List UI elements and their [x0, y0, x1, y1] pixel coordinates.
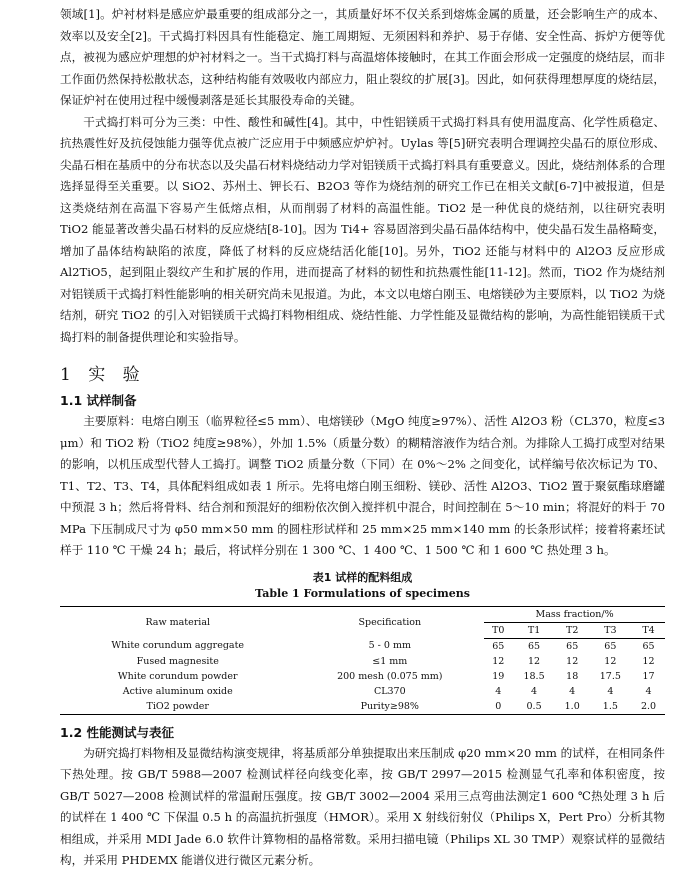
cell-spec: Purity≥98%: [295, 699, 484, 715]
paragraph-sample-preparation: 主要原料：电熔白刚玉（临界粒径≤5 mm）、电熔镁砂（MgO 纯度≥97%）、活性 Al2O3 粉（CL370，粒度≤3 μm）和 TiO2 粉（TiO2 纯度≥98%），外加 1.5%（质量分数）的糊精溶液作为结合剂。为排除人工捣打成型对结果的影响，以机压成型代替人工捣打。调整 TiO2 质量分数（下同）在 0%～2% 之间变化，试样编号依次标记为 T0、T1、T2、T3、T4，具体配料组成如表 1 所示。先将电熔白刚玉细粉、镁砂、活性 Al2O3、TiO2 置于聚氨酯球磨罐中预混 3 h；然后将骨料、结合剂和预混好的细粉依次倒入搅拌机中混合，时间控制在 5～10 min；将混好的料于 70 MPa 下压制成尺寸为 φ50 mm×50 mm 的圆柱形试样和 25 mm×25 mm×140 mm 的长条形试样；接着将素坯试样于 110 ℃ 干燥 24 h；最后，将试样分别在 1 300 ℃、1 400 ℃、1 500 ℃ 和 1 600 ℃ 热处理 3 h。: [60, 414, 665, 557]
header-mass-fraction: Mass fraction/%: [484, 606, 665, 622]
header-sample: T1: [512, 622, 555, 638]
cell-value: 0: [484, 699, 512, 715]
cell-value: 1.0: [556, 699, 589, 715]
subsection-heading-1-2: 1.2 性能测试与表征: [60, 724, 174, 740]
cell-value: 4: [607, 685, 614, 697]
cell-value: 18.5: [523, 670, 545, 682]
header-specification: Specification: [295, 606, 484, 638]
section-number: 1: [60, 365, 77, 385]
table-caption: [60, 570, 665, 602]
cell-value: 4: [495, 685, 502, 697]
header-sample: T0: [484, 622, 512, 638]
formulation-table: [60, 606, 665, 715]
cell-value: 17.5: [599, 670, 621, 682]
cell-material: Active aluminum oxide: [122, 685, 233, 697]
cell-value: 12: [566, 655, 579, 667]
header-sample: T4: [632, 622, 665, 638]
cell-material: Fused magnesite: [136, 655, 219, 667]
header-raw-material: Raw material: [60, 606, 295, 638]
cell-value: 65: [566, 640, 579, 652]
cell-value: 12: [528, 655, 541, 667]
cell-spec: CL370: [373, 685, 406, 697]
section-title: 实 验: [88, 365, 146, 385]
cell-value: 2.0: [632, 699, 665, 715]
subsection-heading-1-1: 1.1 试样制备: [60, 393, 137, 408]
cell-material: TiO2 powder: [60, 699, 295, 715]
section-heading: [60, 360, 665, 385]
table-row: [60, 684, 665, 699]
cell-value: 65: [528, 640, 541, 652]
table-caption-cn: 表1 试样的配料组成: [312, 570, 413, 584]
table-row: [60, 669, 665, 684]
paragraph-testing: 为研究捣打料物相及显微结构演变规律，将基质部分单独提取出来压制成 φ20 mm×20 mm 的试样，在相同条件下热处理。按 GB/T 5988—2007 检测试样径向线变化率，按 GB/T 2997—2015 检测显气孔率和体积密度，按 GB/T 5027—2008 检测试样的常温耐压强度。按 GB/T 3002—2004 采用三点弯曲法测定1 600 ℃热处理 3 h 后的试样在 1 400 ℃ 下保温 0.5 h 的高温抗折强度（HMOR）。采用 X 射线衍射仪（Philips X，Pert Pro）分析其物相组成，并采用 MDI Jade 6.0 软件计算物相的晶格常数。采用扫描电镜（Philips XL 30 TMP）观察试样的显微结构，并采用 PHDEMX 能谱仪进行微区元素分析。: [60, 745, 665, 867]
cell-value: 4: [569, 685, 576, 697]
cell-material: White corundum aggregate: [111, 640, 245, 652]
cell-value: 12: [604, 655, 617, 667]
header-sample: T3: [589, 622, 632, 638]
cell-value: 65: [492, 640, 505, 652]
header-sample: T2: [556, 622, 589, 638]
table-row: [60, 638, 665, 654]
cell-material: White corundum powder: [117, 670, 238, 682]
cell-value: 1.5: [589, 699, 632, 715]
intro-paragraph-1: 领域[1]。炉衬材料是感应炉最重要的组成部分之一，其质量好坏不仅关系到熔炼金属的质量，还会影响生产的成本、效率以及安全[2]。干式捣打料因具有性能稳定、施工周期短、无须困料和养护、易于存储、安全性高、拆炉方便等优点，被视为感应炉理想的炉衬材料之一。当干式捣打料与高温熔体接触时，在其工作面会形成一定强度的烧结层，而非工作面仍然保持松散状态，这种结构能有效吸收内部应力，阻止裂纹的扩展[3]。因此，如何获得理想厚度的烧结层，保证炉衬在使用过程中缓慢剥落是延长其服役寿命的关键。: [60, 7, 665, 107]
table-row: [60, 699, 665, 715]
cell-spec: ≤1 mm: [372, 655, 408, 667]
cell-value: 65: [604, 640, 617, 652]
table-caption-en: Table 1 Formulations of specimens: [255, 586, 470, 600]
cell-value: 12: [492, 655, 505, 667]
cell-value: 0.5: [512, 699, 555, 715]
intro-paragraph-2: 干式捣打料可分为三类：中性、酸性和碱性[4]。其中，中性铝镁质干式捣打料具有使用温度高、化学性质稳定、抗热震性好及抗侵蚀能力强等优点被广泛应用于中频感应炉炉衬。Uylas 等[5]研究表明合理调控尖晶石的原位形成、尖晶石相在基质中的分布状态以及尖晶石材料烧结动力学对铝镁质干式捣打料具有重要意义。因此，烧结剂体系的合理选择显得至关重要。以 SiO2、苏州土、钾长石、B2O3 等作为烧结剂的研究工作已在相关文献[6-7]中被报道，但是这类烧结剂在高温下容易产生低熔点相，从而削弱了材料的高温性能。TiO2 是一种优良的烧结剂，以往研究表明 TiO2 能显著改善尖晶石材料的反应烧结[8-10]。因为 Ti4+ 容易固溶到尖晶石晶体结构中，使尖晶石发生晶格畸变，增加了晶体结构缺陷的浓度，降低了材料的反应烧结活化能[10]。另外，TiO2 还能与材料中的 Al2O3 反应形成 Al2TiO5，起到阻止裂纹产生和扩展的作用，进而提高了材料的韧性和抗热震性能[11-12]。然而，TiO2 作为烧结剂对铝镁质干式捣打料性能影响的相关研究尚未见报道。为此，本文以电熔白刚玉、电熔镁砂为主要原料，以 TiO2 为烧结剂，研究 TiO2 的引入对铝镁质干式捣打料物相组成、烧结性能、力学性能及显微结构的影响，为高性能铝镁质干式捣打料的制备提供理论和实验指导。: [60, 114, 665, 344]
cell-value: 12: [642, 655, 655, 667]
table-row: [60, 654, 665, 669]
cell-spec: 200 mesh (0.075 mm): [337, 670, 443, 682]
cell-value: 17: [642, 670, 655, 682]
cell-value: 65: [642, 640, 655, 652]
cell-value: 19: [492, 670, 505, 682]
cell-spec: 5 - 0 mm: [368, 640, 411, 652]
cell-value: 4: [645, 685, 652, 697]
cell-value: 18: [566, 670, 579, 682]
cell-value: 4: [531, 685, 538, 697]
